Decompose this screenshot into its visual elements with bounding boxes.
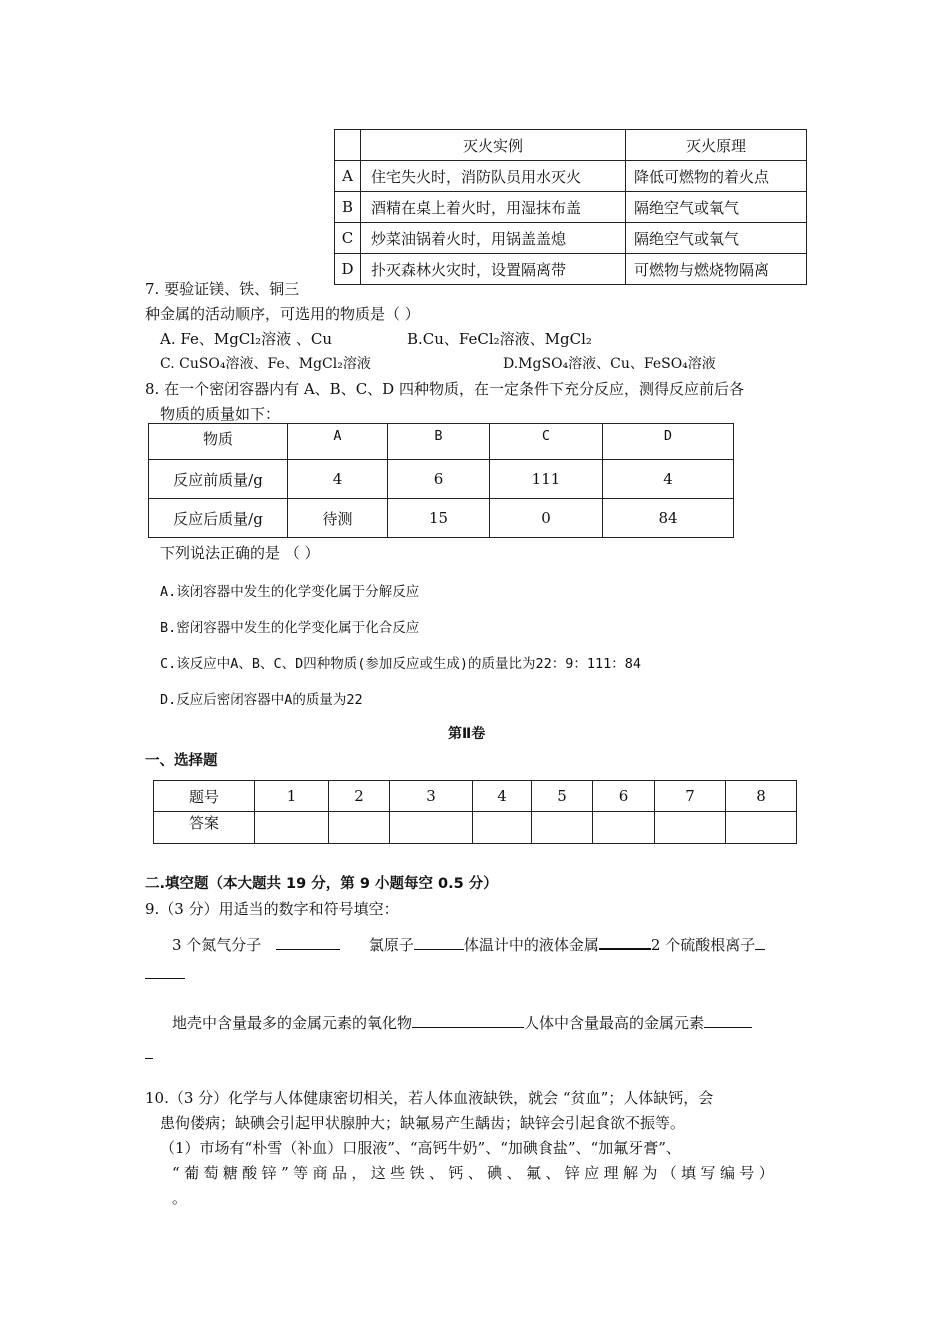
mass-before-a: 4 xyxy=(288,460,388,499)
answer-blank[interactable] xyxy=(412,1013,524,1028)
q10-line1: 10.（3 分）化学与人体健康密切相关，若人体血液缺铁，就会 “贫血”；人体缺钙，会 xyxy=(145,1089,714,1107)
q9-blank-label: 氯原子 xyxy=(368,936,414,954)
mass-table xyxy=(148,423,734,538)
mass-after-a: 待测 xyxy=(288,499,388,538)
q7-option-c: C. CuSO₄溶液、Fe、MgCl₂溶液 xyxy=(160,356,371,372)
q8-option-d: D.反应后密闭容器中A的质量为22 xyxy=(160,692,363,708)
q7-stem-line1: 7. 要验证镁、铁、铜三 xyxy=(145,280,300,298)
q7-option-a: A. Fe、MgCl₂溶液 、Cu xyxy=(160,330,332,348)
q9-line1 xyxy=(172,934,765,955)
fire-row-label: B xyxy=(335,192,361,223)
q8-option-a: A.该闭容器中发生的化学变化属于分解反应 xyxy=(160,584,420,600)
part2-heading: 二.填空题（本大题共 19 分，第 9 小题每空 0.5 分） xyxy=(145,876,498,892)
part1-heading: 一、选择题 xyxy=(145,753,218,769)
answer-blank[interactable] xyxy=(414,935,464,950)
answer-cell[interactable] xyxy=(329,812,390,844)
question-number: 2 xyxy=(329,781,390,812)
answer-table xyxy=(153,780,797,844)
q7-option-b: B.Cu、FeCl₂溶液、MgCl₂ xyxy=(407,330,592,348)
question-number: 8 xyxy=(726,781,797,812)
q9-blank-label: 人体中含量最高的金属元素 xyxy=(524,1014,705,1032)
q8-option-b: B.密闭容器中发生的化学变化属于化合反应 xyxy=(160,620,420,636)
mass-before-label: 反应前质量/g xyxy=(149,460,288,499)
fire-row-label: A xyxy=(335,161,361,192)
answer-blank[interactable] xyxy=(276,935,340,950)
q9-line2 xyxy=(172,1012,752,1033)
mass-after-c: 0 xyxy=(490,499,603,538)
fire-row-example: 炒菜油锅着火时，用锅盖盖熄 xyxy=(361,223,626,254)
question-number: 3 xyxy=(390,781,473,812)
q9-blank-label: 3 个氮气分子 xyxy=(172,936,262,954)
fire-row-principle: 隔绝空气或氧气 xyxy=(626,192,807,223)
fire-principle-table xyxy=(334,129,807,285)
fire-row-principle: 降低可燃物的着火点 xyxy=(626,161,807,192)
answer-cell[interactable] xyxy=(532,812,593,844)
fire-row-principle: 可燃物与燃烧物隔离 xyxy=(626,254,807,285)
answer-cell[interactable] xyxy=(390,812,473,844)
fire-row-principle: 隔绝空气或氧气 xyxy=(626,223,807,254)
answer-cell[interactable] xyxy=(473,812,532,844)
question-number: 6 xyxy=(593,781,655,812)
question-number: 1 xyxy=(255,781,329,812)
mass-table-header: 物质 xyxy=(149,424,288,460)
mass-after-label: 反应后质量/g xyxy=(149,499,288,538)
mass-before-d: 4 xyxy=(603,460,734,499)
question-number: 7 xyxy=(655,781,726,812)
fire-row-label: C xyxy=(335,223,361,254)
q10-line2: 患佝偻病；缺碘会引起甲状腺肿大；缺氟易产生龋齿；缺锌会引起食欲不振等。 xyxy=(160,1114,686,1132)
fire-table-header-example: 灭火实例 xyxy=(361,130,626,161)
answer-table-label: 题号 xyxy=(154,781,255,812)
q10-line4: “葡萄糖酸锌”等商品，这些铁、钙、碘、氟、锌应理解为（填写编号） xyxy=(172,1164,779,1182)
fire-table-header-blank xyxy=(335,130,361,161)
mass-before-c: 111 xyxy=(490,460,603,499)
fire-table-header-principle: 灭火原理 xyxy=(626,130,807,161)
q8-stem-line1: 8. 在一个密闭容器内有 A、B、C、D 四种物质，在一定条件下充分反应，测得反应前后各 xyxy=(145,380,744,398)
q9-blank-label: 体温计中的液体金属 xyxy=(463,936,599,954)
mass-after-d: 84 xyxy=(603,499,734,538)
mass-after-b: 15 xyxy=(388,499,490,538)
answer-row-label: 答案 xyxy=(154,812,255,844)
answer-cell[interactable] xyxy=(593,812,655,844)
mass-table-header: D xyxy=(603,424,734,460)
q9-blank-label: 地壳中含量最多的金属元素的氧化物 xyxy=(172,1014,413,1032)
fire-row-label: D xyxy=(335,254,361,285)
answer-blank[interactable] xyxy=(599,934,651,950)
answer-blank-continued[interactable] xyxy=(145,1058,153,1059)
answer-blank[interactable] xyxy=(755,935,765,950)
answer-cell[interactable] xyxy=(655,812,726,844)
question-number: 4 xyxy=(473,781,532,812)
q8-prompt: 下列说法正确的是 （ ） xyxy=(160,544,320,562)
q9-blank-label: 2 个硫酸根离子 xyxy=(650,936,756,954)
mass-table-header: C xyxy=(490,424,603,460)
fire-row-example: 酒精在桌上着火时，用湿抹布盖 xyxy=(361,192,626,223)
section-title: 第Ⅱ卷 xyxy=(448,726,486,742)
q10-line5: 。 xyxy=(172,1189,188,1207)
q10-line3: （1）市场有“朴雪（补血）口服液”、“高钙牛奶”、“加碘食盐”、“加氟牙膏”、 xyxy=(160,1139,681,1157)
answer-blank[interactable] xyxy=(704,1013,752,1028)
q7-stem-line2: 种金属的活动顺序，可选用的物质是（ ） xyxy=(145,305,420,323)
answer-cell[interactable] xyxy=(255,812,329,844)
fire-row-example: 扑灭森林火灾时，设置隔离带 xyxy=(361,254,626,285)
q7-option-d: D.MgSO₄溶液、Cu、FeSO₄溶液 xyxy=(503,356,716,372)
fire-row-example: 住宅失火时，消防队员用水灭火 xyxy=(361,161,626,192)
q9-stem: 9.（3 分）用适当的数字和符号填空： xyxy=(145,900,399,918)
q8-option-c: C.该反应中A、B、C、D四种物质(参加反应或生成)的质量比为22：9：111：84 xyxy=(160,656,642,672)
answer-blank-continued[interactable] xyxy=(145,978,185,979)
q8-stem-line2: 物质的质量如下： xyxy=(160,405,281,423)
mass-before-b: 6 xyxy=(388,460,490,499)
question-number: 5 xyxy=(532,781,593,812)
mass-table-header: A xyxy=(288,424,388,460)
mass-table-header: B xyxy=(388,424,490,460)
answer-cell[interactable] xyxy=(726,812,797,844)
